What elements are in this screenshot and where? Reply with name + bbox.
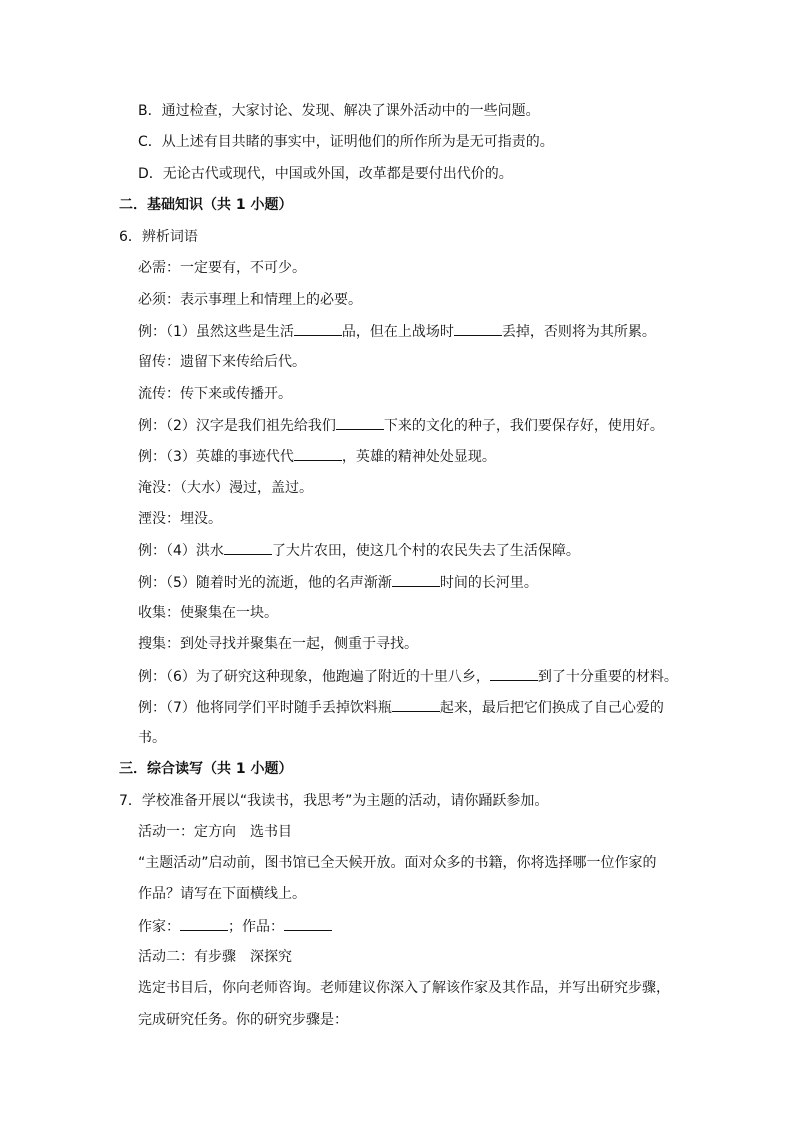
fill-blank[interactable]	[294, 321, 342, 336]
definition-bixu-2: 必须：表示事理上和情理上的必要。	[138, 292, 362, 308]
example-6	[138, 666, 678, 687]
example-1-part-b: 品，但在上战场时	[341, 324, 454, 340]
example-6-part-a: 例：（6）为了研究这种现象，他跑遍了附近的十里八乡，	[138, 669, 490, 685]
example-5	[138, 572, 538, 593]
fill-blank[interactable]	[392, 697, 440, 712]
example-1-part-a: 例：（1）虽然这些是生活	[138, 324, 294, 340]
question-6: 6．辨析词语	[119, 229, 198, 245]
definition-yanmo-2: 湮没：埋没。	[138, 511, 222, 527]
writer-blank[interactable]	[180, 916, 228, 931]
activity-1-title: 活动一：定方向 选书目	[138, 824, 292, 840]
example-2-part-a: 例：（2）汉字是我们祖先给我们	[138, 418, 336, 434]
writer-work-line	[138, 916, 332, 937]
question-7: 7．学校准备开展以“我读书，我思考”为主题的活动，请你踊跃参加。	[119, 793, 549, 809]
example-7-continued: 书。	[138, 730, 166, 746]
option-d: D．无论古代或现代，中国或外国，改革都是要付出代价的。	[138, 166, 513, 182]
example-4-part-a: 例：（4）洪水	[138, 543, 224, 559]
option-b: B．通过检查，大家讨论、发现、解决了课外活动中的一些问题。	[138, 103, 540, 119]
example-1	[138, 321, 656, 342]
option-c: C．从上述有目共睹的事实中，证明他们的所作所为是无可指责的。	[138, 134, 554, 150]
example-7	[138, 697, 664, 718]
example-7-part-a: 例：（7）他将同学们平时随手丢掉饮料瓶	[138, 700, 392, 716]
definition-souji: 搜集：到处寻找并聚集在一起，侧重于寻找。	[138, 636, 418, 652]
example-4-part-b: 了大片农田，使这几个村的农民失去了生活保障。	[271, 543, 580, 559]
example-4	[138, 540, 580, 561]
activity-2-title: 活动二：有步骤 深探究	[138, 949, 292, 965]
section-2-heading: 二．基础知识（共 1 小题）	[119, 197, 293, 213]
example-7-part-b: 起来，最后把它们换成了自己心爱的	[439, 700, 664, 716]
fill-blank[interactable]	[490, 666, 538, 681]
example-3-part-b: ，英雄的精神处处显现。	[341, 449, 496, 465]
example-5-part-b: 时间的长河里。	[439, 575, 538, 591]
fill-blank[interactable]	[336, 415, 384, 430]
definition-yanmo-1: 淹没：（大水）漫过，盖过。	[138, 480, 313, 496]
example-3-part-a: 例：（3）英雄的事迹代代	[138, 449, 294, 465]
example-2	[138, 415, 664, 436]
example-1-part-c: 丢掉，否则将为其所累。	[501, 324, 656, 340]
work-blank[interactable]	[284, 916, 332, 931]
example-3	[138, 446, 496, 467]
definition-bixu-1: 必需：一定要有，不可少。	[138, 260, 306, 276]
activity-1-paragraph-2: 作品？请写在下面横线上。	[138, 886, 306, 902]
writer-label: 作家：	[138, 919, 180, 935]
fill-blank[interactable]	[294, 446, 342, 461]
fill-blank[interactable]	[454, 321, 502, 336]
activity-2-paragraph-2: 完成研究任务。你的研究步骤是：	[138, 1012, 348, 1028]
work-label: ；作品：	[228, 919, 284, 935]
example-6-part-b: 到了十分重要的材料。	[537, 669, 678, 685]
example-2-part-b: 下来的文化的种子，我们要保存好，使用好。	[383, 418, 664, 434]
section-3-heading: 三．综合读写（共 1 小题）	[119, 761, 293, 777]
activity-2-paragraph-1: 选定书目后，你向老师咨询。老师建议你深入了解该作家及其作品，并写出研究步骤，	[138, 980, 670, 996]
definition-liuchuan-1: 留传：遗留下来传给后代。	[138, 354, 306, 370]
fill-blank[interactable]	[224, 540, 272, 555]
definition-liuchuan-2: 流传：传下来或传播开。	[138, 386, 292, 402]
example-5-part-a: 例：（5）随着时光的流逝，他的名声渐渐	[138, 575, 392, 591]
fill-blank[interactable]	[392, 572, 440, 587]
definition-shouji: 收集：使聚集在一块。	[138, 605, 278, 621]
activity-1-paragraph-1: “主题活动”启动前，图书馆已全天候开放。面对众多的书籍，你将选择哪一位作家的	[138, 855, 657, 871]
